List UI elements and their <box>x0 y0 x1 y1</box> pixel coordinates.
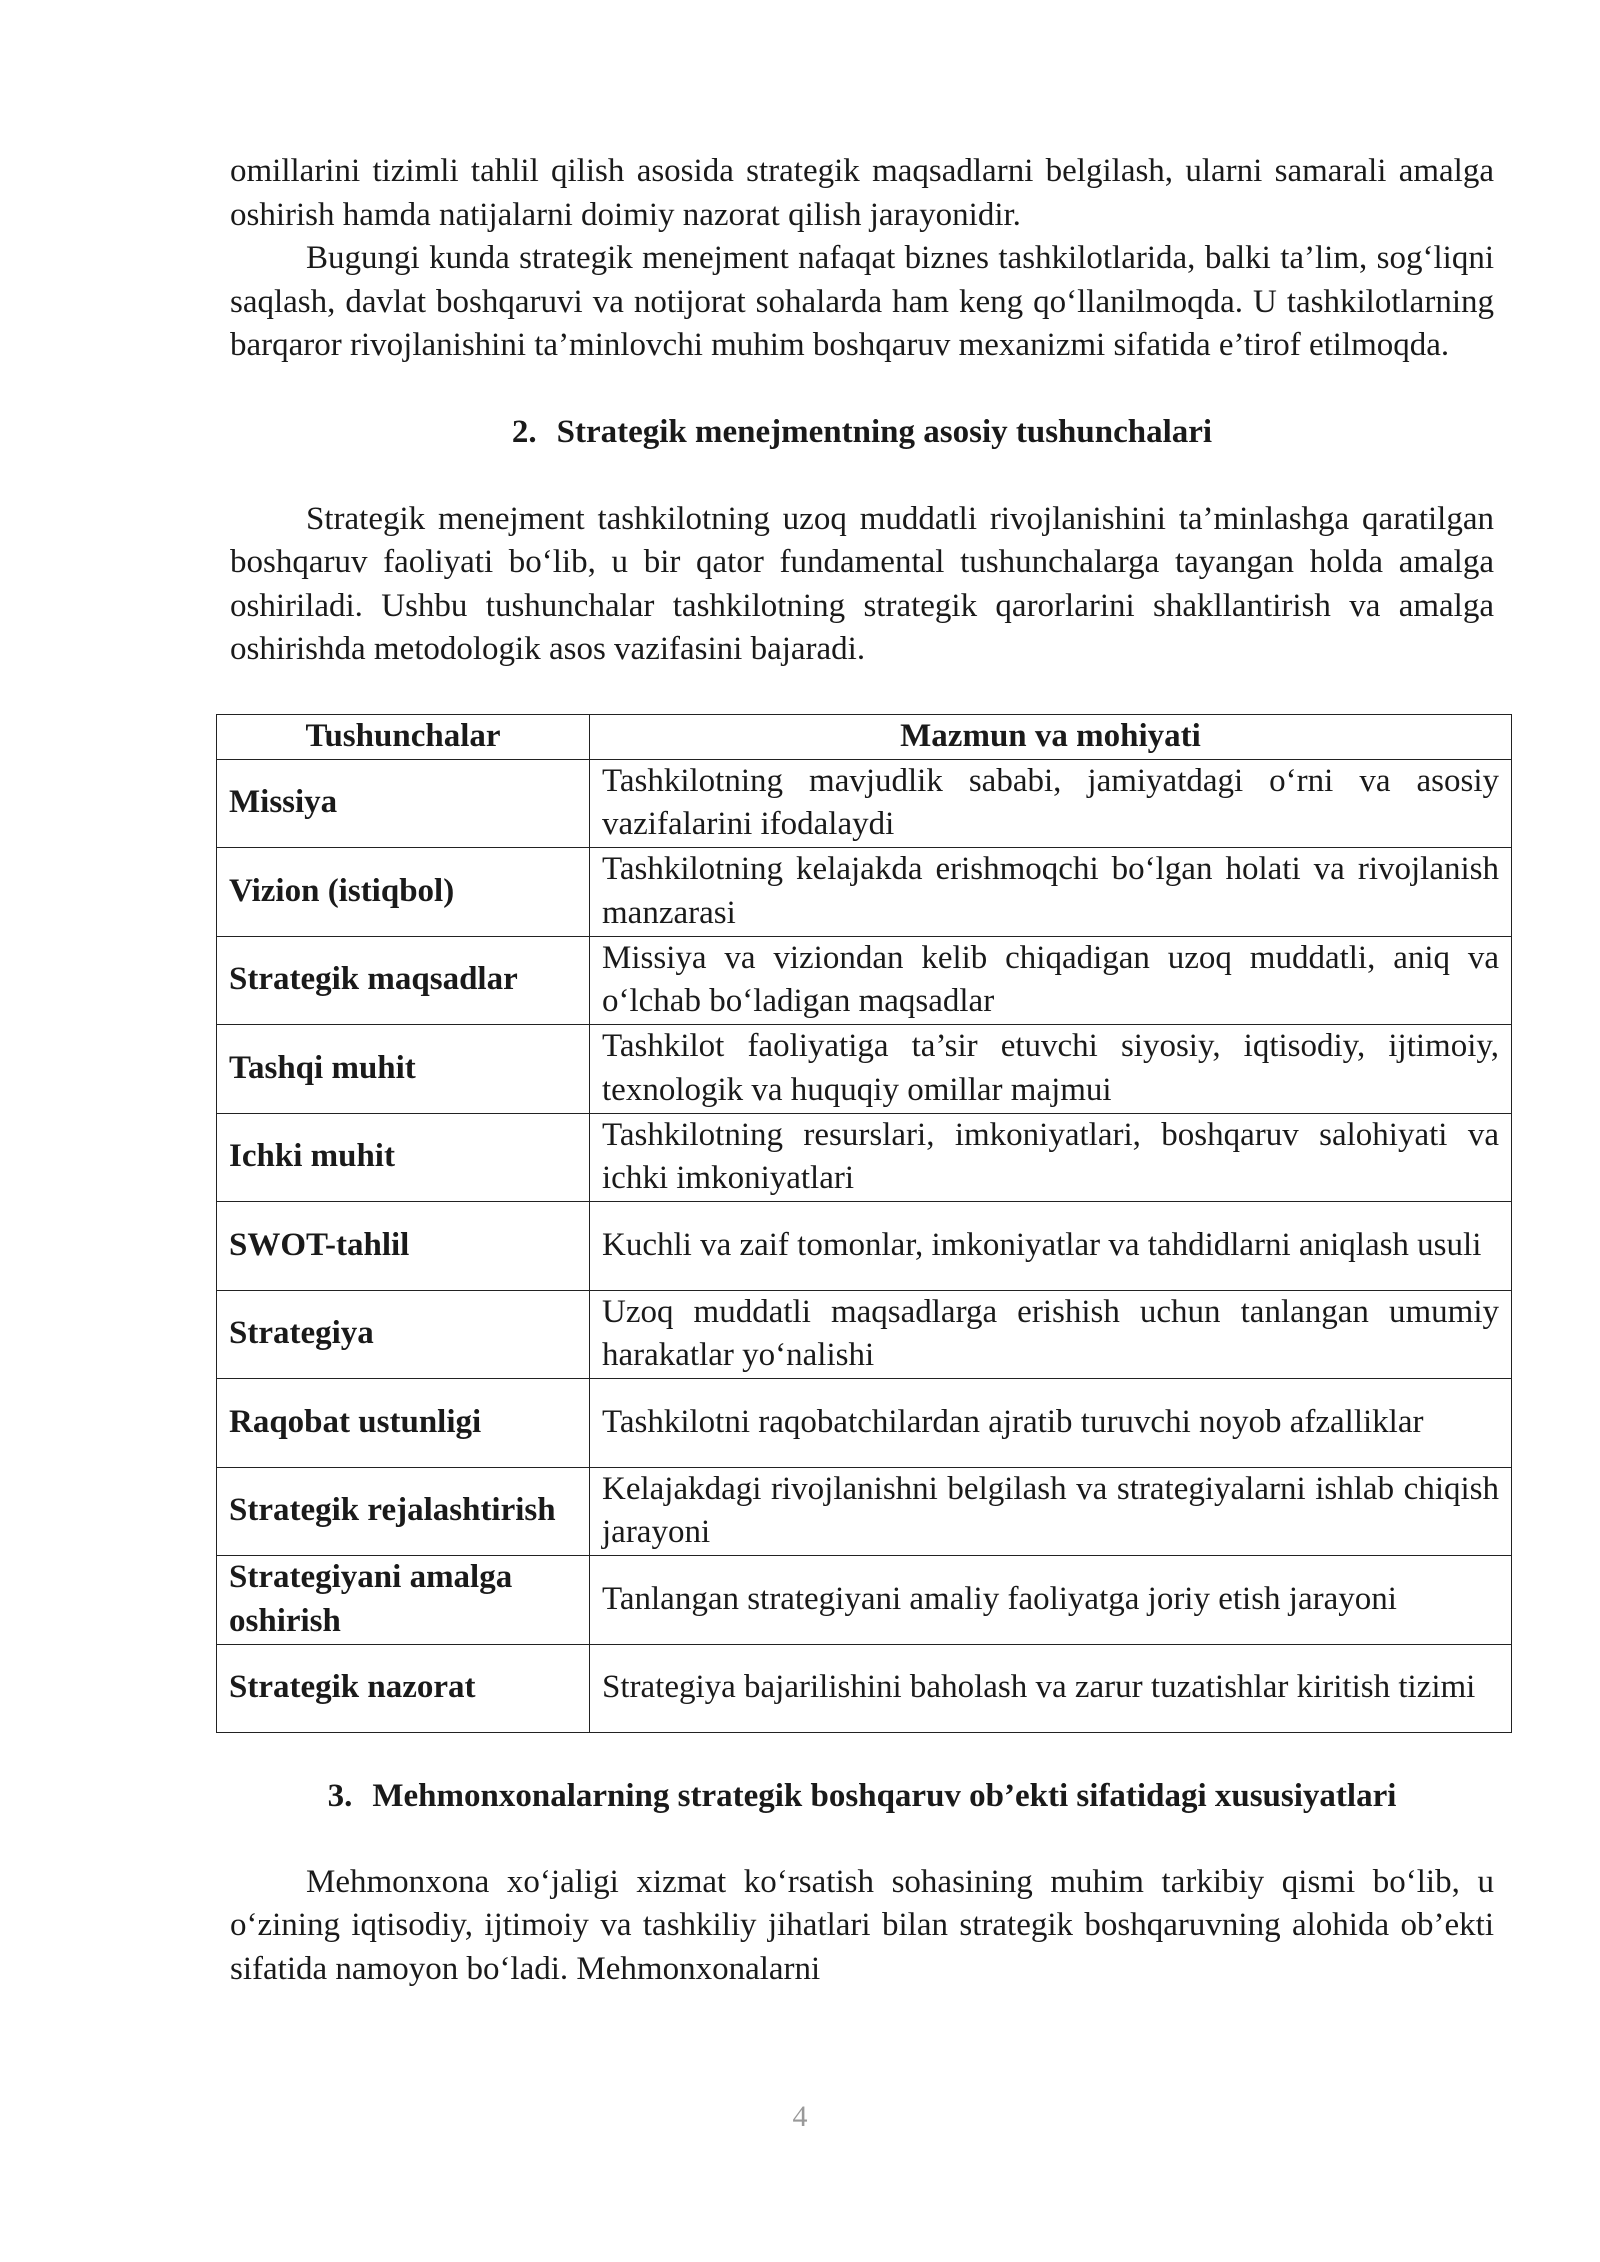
term-cell: Missiya <box>217 759 590 848</box>
header-concepts: Tushunchalar <box>217 714 590 759</box>
section-2-paragraph: Strategik menejment tashkilotning uzoq muddatli rivojlanishini ta’minlashga qaratilgan boshqaruv faoliyati bo‘lib, u bir qator fundamental tushunchalarga tayangan holda amalga oshiriladi. Ushbu tushunchalar tashkilotning strategik qarorlarini shakllantirish va amalga oshirishda metodologik asos vazifasini bajaradi. <box>230 500 1494 668</box>
table-row <box>217 759 1512 848</box>
intro-paragraph-1: omillarini tizimli tahlil qilish asosida strategik maqsadlarni belgilash, ularni samarali amalga oshirish hamda natijalarni doimiy nazorat qilish jarayonidir. <box>230 153 1494 233</box>
section-3-title: Mehmonxonalarning strategik boshqaruv ob’ekti sifatidagi xususiyatlari <box>372 1778 1397 1815</box>
term-cell: Strategiya <box>217 1290 590 1379</box>
description-cell: Missiya va viziondan kelib chiqadigan uzoq muddatli, aniq va o‘lchab bo‘ladigan maqsadlar <box>590 936 1512 1025</box>
table-row <box>217 936 1512 1025</box>
table-row <box>217 1556 1512 1645</box>
description-cell: Tashkilotning resurslari, imkoniyatlari, boshqaruv salohiyati va ichki imkoniyatlari <box>590 1113 1512 1202</box>
description-cell: Tashkilotning mavjudlik sababi, jamiyatdagi o‘rni va asosiy vazifalarini ifodalaydi <box>590 759 1512 848</box>
table-row <box>217 1113 1512 1202</box>
table-row <box>217 1290 1512 1379</box>
table-row <box>217 1379 1512 1468</box>
term-cell: Raqobat ustunligi <box>217 1379 590 1468</box>
section-2-title: Strategik menejmentning asosiy tushunchalari <box>556 413 1213 450</box>
term-cell: Strategik nazorat <box>217 1644 590 1733</box>
description-cell: Tanlangan strategiyani amaliy faoliyatga joriy etish jarayoni <box>590 1556 1512 1645</box>
table-row <box>217 1467 1512 1556</box>
term-cell: Ichki muhit <box>217 1113 590 1202</box>
section-2-number: 2. <box>511 413 537 450</box>
section-3-paragraph: Mehmonxona xo‘jaligi xizmat ko‘rsatish sohasining muhim tarkibiy qismi bo‘lib, u o‘zining iqtisodiy, ijtimoiy va tashkiliy jihatlari bilan strategik boshqaruvning alohida ob’ekti sifatida namoyon bo‘ladi. Mehmonxonalarni <box>230 1863 1494 1987</box>
term-cell: SWOT-tahlil <box>217 1202 590 1291</box>
description-cell: Kelajakdagi rivojlanishni belgilash va strategiyalarni ishlab chiqish jarayoni <box>590 1467 1512 1556</box>
section-3-number: 3. <box>327 1778 353 1815</box>
description-cell: Uzoq muddatli maqsadlarga erishish uchun tanlangan umumiy harakatlar yo‘nalishi <box>590 1290 1512 1379</box>
description-cell: Tashkilotni raqobatchilardan ajratib turuvchi noyob afzalliklar <box>590 1379 1512 1468</box>
description-cell: Tashkilot faoliyatiga ta’sir etuvchi siyosiy, iqtisodiy, ijtimoiy, texnologik va huquqiy omillar majmui <box>590 1025 1512 1114</box>
section-2-heading <box>230 411 1494 455</box>
description-cell: Strategiya bajarilishini baholash va zarur tuzatishlar kiritish tizimi <box>590 1644 1512 1733</box>
term-cell: Strategiyani amalga oshirish <box>217 1556 590 1645</box>
section-3-heading <box>230 1775 1494 1819</box>
term-cell: Strategik rejalashtirish <box>217 1467 590 1556</box>
table-row <box>217 1202 1512 1291</box>
table-row <box>217 1025 1512 1114</box>
term-cell: Strategik maqsadlar <box>217 936 590 1025</box>
document-page <box>229 150 1499 1991</box>
page-number: 4 <box>792 2100 808 2133</box>
term-cell: Vizion (istiqbol) <box>217 848 590 937</box>
concepts-table <box>216 714 1512 1733</box>
table-header-row <box>217 714 1512 759</box>
table-row <box>217 1644 1512 1733</box>
term-cell: Tashqi muhit <box>217 1025 590 1114</box>
table-row <box>217 848 1512 937</box>
description-cell: Kuchli va zaif tomonlar, imkoniyatlar va tahdidlarni aniqlash usuli <box>590 1202 1512 1291</box>
header-meaning: Mazmun va mohiyati <box>590 714 1512 759</box>
intro-paragraph-2: Bugungi kunda strategik menejment nafaqat biznes tashkilotlarida, balki ta’lim, sog‘liqni saqlash, davlat boshqaruvi va notijorat sohalarda ham keng qo‘llanilmoqda. U tashkilotlarning barqaror rivojlanishini ta’minlovchi muhim boshqaruv mexanizmi sifatida e’tirof etilmoqda. <box>230 240 1494 364</box>
description-cell: Tashkilotning kelajakda erishmoqchi bo‘lgan holati va rivojlanish manzarasi <box>590 848 1512 937</box>
